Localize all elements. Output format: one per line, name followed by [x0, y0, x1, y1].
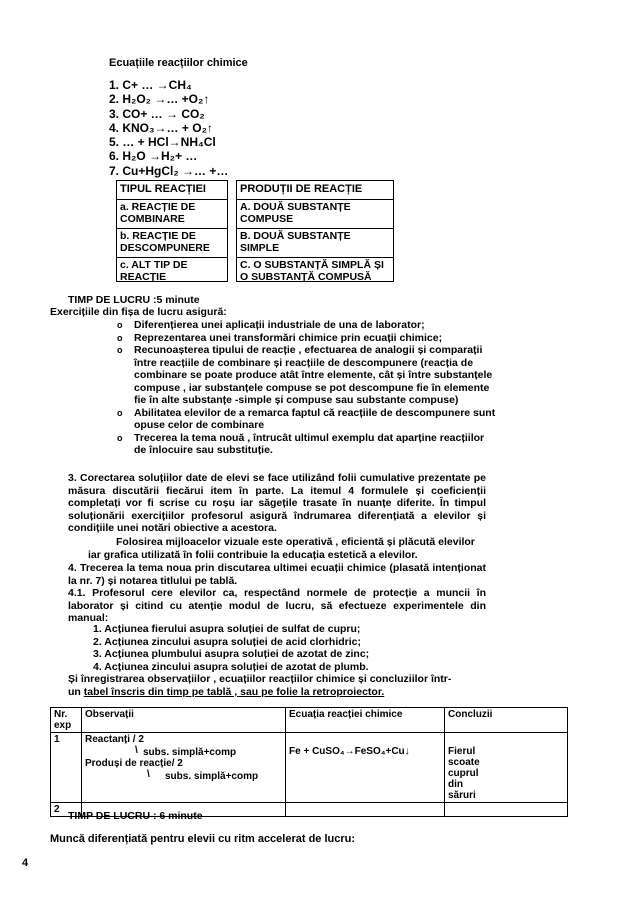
results-table: [50, 707, 568, 817]
reaction-type-header: TIPUL REACȚIEI: [117, 181, 227, 200]
reaction-products-header: PRODUȚII DE REACȚIE: [237, 181, 393, 200]
list-item: o Diferențierea unei aplicații industriale de una de laborator;: [117, 319, 425, 331]
section-title: Ecuațiile reacțiilor chimice: [109, 57, 248, 69]
exercises-intro: Exercițiile din fișa de lucru asigură:: [50, 306, 227, 318]
list-item: o Abilitatea elevilor de a remarca faptul că reacțiile de descompunere sunt opuse celor de combinare: [117, 406, 496, 431]
bullet-icon: o: [117, 320, 123, 330]
equation-item: 4. KNO₃→… + O₂↑: [109, 120, 213, 135]
table-cell: 1: [51, 733, 82, 803]
table-cell: Fierul scoate cuprul din săruri: [445, 733, 568, 803]
reaction-type-item: a. REACȚIE DE COMBINARE: [117, 200, 227, 229]
table-cell: [286, 803, 445, 817]
paragraph-4: 4. Trecerea la tema noua prin discutarea ultimei ecuații chimice (plasată intenționat la nr. 7) și notarea titlului pe tablă.: [68, 562, 486, 587]
table-header-row: [51, 708, 568, 733]
table-row: [51, 733, 568, 803]
header-cell: Observații: [82, 708, 286, 733]
equation-item: 7. Cu+HgCl₂ →… +…: [109, 163, 229, 178]
work-time-2: TIMP DE LUCRU : 6 minute: [68, 810, 203, 822]
final-line: Muncă diferențiată pentru elevii cu ritm accelerat de lucru:: [50, 833, 356, 845]
paragraph-4-1: 4.1. Profesorul cere elevilor ca, respectând normele de protecție a muncii în laborator și citind cu atenție modul de lucru, să efectueze experimentele din manual:: [68, 587, 486, 624]
reaction-products-item: C. O SUBSTANȚĂ SIMPLĂ ȘI O SUBSTANȚĂ COMPUSĂ: [240, 259, 384, 283]
bullet-icon: o: [117, 432, 123, 443]
paragraph-3b: Folosirea mijloacelor vizuale este operativă , eficientă și plăcută elevilor iar grafica utilizată în folii contribuie la educația estetică a elevilor.: [88, 536, 475, 561]
header-cell: Nr. exp: [51, 708, 82, 733]
list-item: o Trecerea la tema nouă , întrucât ultimul exemplu dat aparține reacțiilor de înlocuire sau substituție.: [117, 431, 485, 456]
reaction-type-item: b. REACȚIE DE DESCOMPUNERE: [117, 229, 227, 258]
table-cell: [445, 803, 568, 817]
reaction-type-box: [116, 180, 228, 282]
bullet-list: [117, 319, 499, 457]
paragraph-3: 3. Corectarea soluțiilor date de elevi se face utilizând folii cumulative prezentate pe măsura discutării fiecărui item în parte. La itemul 4 formulele și coeficienții completați vor fi scrise cu roșu iar săgețile trasate în nuanțe diferite. În timpul soluționării exercițiilor profesorul asigură îndrumarea diferențiată a elevilor și condițiile unei notări obiective a acestora.: [68, 472, 486, 534]
bullet-icon: o: [117, 332, 123, 343]
reaction-products-item: A. DOUĂ SUBSTANȚE COMPUSE: [237, 200, 393, 229]
header-cell: Ecuația reacției chimice: [286, 708, 445, 733]
equation-item: 5. … + HCl→NH₄Cl: [109, 135, 216, 150]
list-item: 1. Acțiunea fierului asupra soluției de sulfat de cupru;: [93, 623, 361, 635]
equation-item: 2. H₂O₂ →… +O₂↑: [109, 92, 210, 107]
equation-item: 1. C+ … →CH₄: [109, 78, 192, 92]
bullet-icon: o: [117, 407, 123, 418]
reaction-products-item: B. DOUĂ SUBSTANȚE SIMPLE: [237, 229, 393, 258]
reaction-type-item: c. ALT TIP DE REACȚIE: [120, 259, 188, 283]
equations-list: [109, 78, 228, 178]
header-cell: Concluzii: [445, 708, 568, 733]
equation-item: 6. H₂O →H₂+ …: [109, 149, 198, 164]
work-time: TIMP DE LUCRU :5 minute: [68, 294, 200, 306]
list-item: o Reprezentarea unei transformări chimice prin ecuații chimice;: [117, 331, 443, 344]
table-cell: Fe + CuSO₄→FeSO₄+Cu↓: [286, 733, 445, 803]
list-item: 3. Acțiunea plumbului asupra soluției de azotat de zinc;: [93, 648, 370, 660]
record-line: Și înregistrarea observațiilor , ecuațiilor reacțiilor chimice și concluziilor într-: [68, 673, 452, 685]
page-number: 4: [22, 857, 29, 869]
list-item: 2. Acțiunea zincului asupra soluției de acid clorhidric;: [93, 635, 362, 648]
experiments-list: [93, 623, 369, 673]
reaction-products-box: [236, 180, 394, 282]
equation-item: 3. CO+ … → CO₂: [109, 106, 205, 121]
table-cell: 2: [51, 803, 82, 817]
list-item: o Recunoașterea tipului de reacție , efectuarea de analogii și comparații între reacțiile de combinare și reacțiile de descompunere (reacția de combinare se poate produce atât între elemente, cât și între substanțele compuse , iar substanțele compuse se pot descompune fie în elemente fie în alte substanțe -simple și compuse sau substante compuse): [117, 344, 493, 406]
table-cell: Reactanți / 2 \ subs. simplă+comp Produși de reacție/ 2 \ subs. simplă+comp: [82, 733, 286, 803]
bullet-icon: o: [117, 345, 123, 355]
list-item: 4. Acțiunea zincului asupra soluției de azotat de plumb.: [93, 660, 369, 673]
record-line-2: un tabel înscris din timp pe tablă , sau pe folie la retroproiector.: [68, 686, 385, 698]
